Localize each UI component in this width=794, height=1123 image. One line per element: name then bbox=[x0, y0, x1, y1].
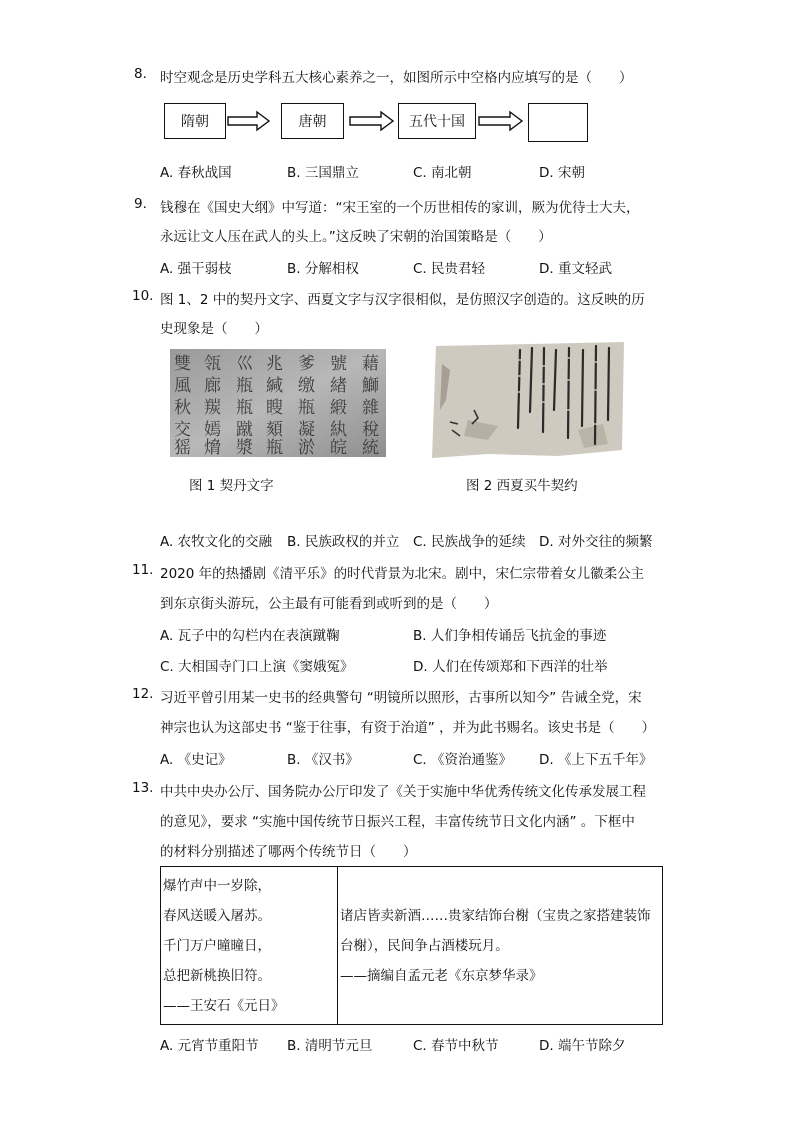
q9-option-d[interactable]: D. 重文轻武 bbox=[539, 261, 612, 277]
q10-option-b[interactable]: B. 民族政权的并立 bbox=[287, 534, 400, 550]
q10-option-c[interactable]: C. 民族战争的延续 bbox=[413, 534, 526, 550]
q13-material-table bbox=[160, 866, 663, 1025]
q12-number: 12. bbox=[132, 686, 154, 702]
svg-text:熁: 熁 bbox=[204, 438, 221, 457]
q11-stem-line2: 到东京街头游玩，公主最有可能看到或听到的是（ ） bbox=[160, 596, 498, 612]
q10-number: 10. bbox=[132, 288, 154, 304]
q11-option-d[interactable]: D. 人们在传颂郑和下西洋的壮举 bbox=[413, 659, 608, 675]
svg-text:猺: 猺 bbox=[174, 438, 191, 457]
svg-text:秋: 秋 bbox=[174, 398, 191, 418]
svg-text:凝: 凝 bbox=[298, 420, 315, 440]
svg-text:瓶: 瓶 bbox=[236, 398, 253, 418]
poem-line: 春风送暖入屠苏。 bbox=[163, 908, 271, 924]
q10-option-a[interactable]: A. 农牧文化的交融 bbox=[160, 534, 273, 550]
q11-option-c[interactable]: C. 大相国寺门口上演《窦娥冤》 bbox=[160, 659, 354, 675]
flow-arrow-icon bbox=[227, 110, 271, 132]
q10-stem-line1: 图 1、2 中的契丹文字、西夏文字与汉字很相似，是仿照汉字创造的。这反映的历 bbox=[160, 292, 645, 308]
svg-text:紈: 紈 bbox=[330, 420, 347, 440]
q9-option-c[interactable]: C. 民贵君轻 bbox=[413, 261, 486, 277]
q8-option-b[interactable]: B. 三国鼎立 bbox=[287, 165, 359, 181]
q9-option-a[interactable]: A. 强干弱枝 bbox=[160, 261, 232, 277]
svg-text:淤: 淤 bbox=[298, 438, 315, 457]
svg-text:稅: 稅 bbox=[362, 420, 379, 440]
q13-stem-line3: 的材料分别描述了哪两个传统节日（ ） bbox=[160, 844, 417, 860]
q8-option-d[interactable]: D. 宋朝 bbox=[539, 165, 585, 181]
q9-number: 9. bbox=[134, 196, 147, 212]
flow-box-sui: 隋朝 bbox=[164, 103, 226, 139]
q11-number: 11. bbox=[132, 562, 154, 578]
q13-option-b[interactable]: B. 清明节元旦 bbox=[287, 1038, 373, 1054]
svg-text:緖: 緖 bbox=[330, 376, 347, 396]
q13-stem-line2: 的意见》，要求 “实施中国传统节日振兴工程，丰富传统节日文化内涵” 。下框中 bbox=[160, 814, 635, 830]
svg-text:羰: 羰 bbox=[204, 398, 221, 418]
poem-cell bbox=[161, 867, 338, 1025]
figure1-caption: 图 1 契丹文字 bbox=[189, 478, 274, 494]
svg-text:緞: 緞 bbox=[330, 398, 347, 418]
svg-text:瓶: 瓶 bbox=[298, 398, 315, 418]
svg-text:鰤: 鰤 bbox=[362, 376, 379, 396]
q9-option-b[interactable]: B. 分解相权 bbox=[287, 261, 359, 277]
flow-arrow-icon bbox=[478, 110, 524, 132]
svg-text:號: 號 bbox=[330, 354, 347, 374]
poem-line: 爆竹声中一岁除， bbox=[163, 878, 271, 894]
q12-option-d[interactable]: D. 《上下五千年》 bbox=[539, 752, 653, 768]
q10-stem-line2: 史现象是（ ） bbox=[160, 321, 268, 337]
q13-stem-line1: 中共中央办公厅、国务院办公厅印发了《关于实施中华优秀传统文化传承发展工程 bbox=[160, 784, 646, 800]
q10-option-d[interactable]: D. 对外交往的频繁 bbox=[539, 534, 653, 550]
svg-text:統: 統 bbox=[362, 438, 379, 457]
svg-text:雙: 雙 bbox=[174, 354, 191, 374]
poem-line: 千门万户曈曈日， bbox=[163, 938, 271, 954]
svg-text:廊: 廊 bbox=[204, 376, 221, 396]
svg-text:雜: 雜 bbox=[362, 398, 379, 418]
svg-text:風: 風 bbox=[174, 376, 191, 396]
q12-stem-line2: 神宗也认为这部史书 “鉴于往事，有资于治道” ，并为此书赐名。该史书是（ ） bbox=[160, 720, 656, 736]
figure2-caption: 图 2 西夏买牛契约 bbox=[466, 478, 578, 494]
q12-stem-line1: 习近平曾引用某一史书的经典警句 “明镜所以照形，古事所以知今” 告诫全党，宋 bbox=[160, 690, 642, 706]
flow-box-wudai: 五代十国 bbox=[398, 103, 476, 139]
flow-box-tang: 唐朝 bbox=[281, 103, 344, 139]
q9-stem-line1: 钱穆在《国史大纲》中写道：“宋王室的一个历世相传的家训，厥为优待士大夫， bbox=[160, 200, 640, 216]
poem-source: ——王安石《元日》 bbox=[163, 998, 285, 1014]
q8-number: 8. bbox=[134, 66, 147, 82]
svg-text:爹: 爹 bbox=[298, 354, 315, 374]
svg-text:漿: 漿 bbox=[236, 438, 253, 457]
svg-text:皖: 皖 bbox=[330, 438, 347, 457]
q11-option-b[interactable]: B. 人们争相传诵岳飞抗金的事迹 bbox=[413, 628, 607, 644]
q8-stem: 时空观念是历史学科五大核心素养之一，如图所示中空格内应填写的是（ ） bbox=[160, 70, 633, 86]
flow-box-blank bbox=[528, 103, 588, 142]
q12-option-b[interactable]: B. 《汉书》 bbox=[287, 752, 359, 768]
svg-text:頦: 頦 bbox=[266, 420, 283, 440]
q13-option-d[interactable]: D. 端午节除夕 bbox=[539, 1038, 626, 1054]
svg-text:蹴: 蹴 bbox=[236, 420, 253, 440]
svg-text:緘: 緘 bbox=[266, 376, 283, 396]
excerpt-line: 台榭），民间争占酒楼玩月。 bbox=[340, 938, 509, 954]
q13-option-c[interactable]: C. 春节中秋节 bbox=[413, 1038, 499, 1054]
xixia-contract-image bbox=[428, 340, 628, 460]
q8-option-a[interactable]: A. 春秋战国 bbox=[160, 165, 232, 181]
svg-text:兆: 兆 bbox=[266, 354, 283, 374]
q13-number: 13. bbox=[132, 780, 154, 796]
svg-text:缴: 缴 bbox=[298, 376, 315, 396]
poem-line: 总把新桃换旧符。 bbox=[163, 968, 271, 984]
excerpt-source: ——摘编自孟元老《东京梦华录》 bbox=[340, 968, 543, 984]
q9-stem-line2: 永远让文人压在武人的头上。”这反映了宋朝的治国策略是（ ） bbox=[160, 229, 552, 245]
svg-text:巛: 巛 bbox=[236, 354, 253, 374]
excerpt-line: 诸店皆卖新酒……贵家结饰台榭（宝贵之家搭建装饰 bbox=[340, 908, 651, 924]
svg-text:瓶: 瓶 bbox=[236, 376, 253, 396]
q12-option-a[interactable]: A. 《史记》 bbox=[160, 752, 232, 768]
q8-option-c[interactable]: C. 南北朝 bbox=[413, 165, 472, 181]
svg-text:瓶: 瓶 bbox=[266, 438, 283, 457]
q11-stem-line1: 2020 年的热播剧《清平乐》的时代背景为北宋。剧中，宋仁宗带着女儿徽柔公主 bbox=[160, 566, 645, 582]
flow-arrow-icon bbox=[349, 110, 395, 132]
svg-text:交: 交 bbox=[174, 420, 191, 440]
q12-option-c[interactable]: C. 《资治通鉴》 bbox=[413, 752, 513, 768]
khitan-script-image bbox=[170, 349, 386, 457]
q11-option-a[interactable]: A. 瓦子中的勾栏内在表演蹴鞠 bbox=[160, 628, 340, 644]
svg-text:藉: 藉 bbox=[362, 354, 379, 374]
svg-text:瓴: 瓴 bbox=[204, 354, 221, 374]
excerpt-cell bbox=[338, 867, 663, 1025]
svg-text:嫣: 嫣 bbox=[204, 420, 221, 440]
q13-option-a[interactable]: A. 元宵节重阳节 bbox=[160, 1038, 259, 1054]
svg-text:瞍: 瞍 bbox=[266, 398, 283, 418]
